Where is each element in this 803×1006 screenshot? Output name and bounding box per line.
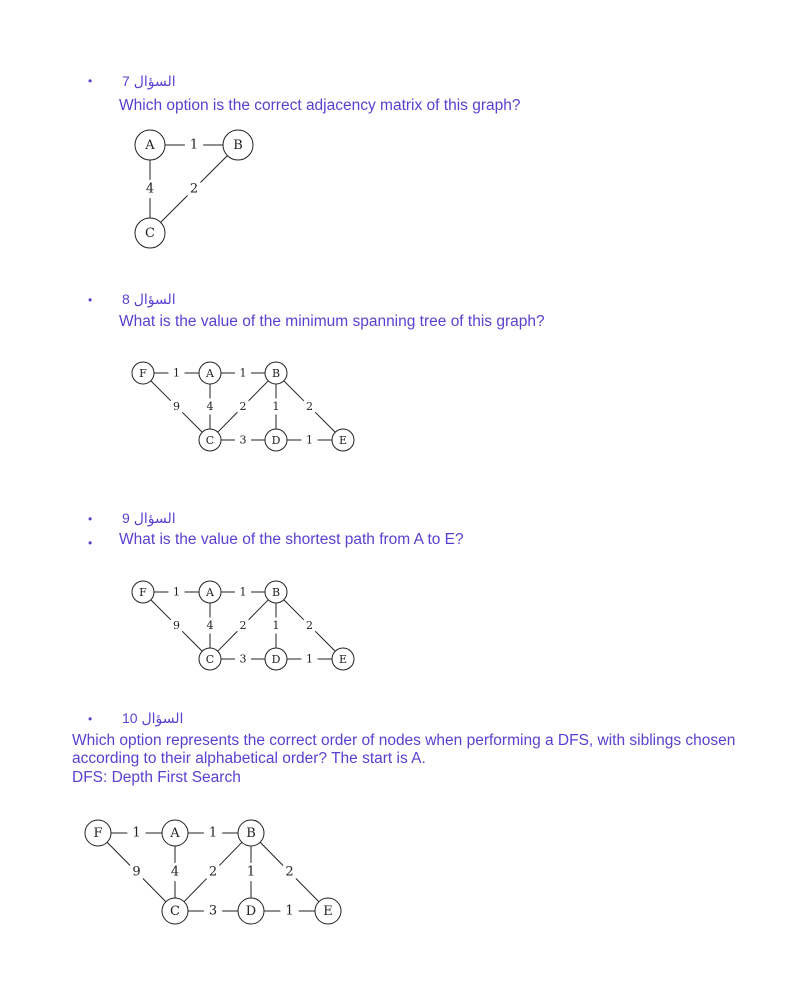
node-label: E — [323, 904, 333, 919]
edge-line — [284, 381, 304, 401]
node-label: A — [145, 138, 155, 153]
question-heading — [122, 290, 176, 308]
edge-weight: 1 — [132, 825, 141, 841]
edge-weight: 4 — [145, 181, 155, 197]
edge-line — [260, 842, 283, 865]
edge-line — [218, 412, 238, 432]
edge-weight: 2 — [189, 181, 199, 197]
question-heading — [122, 709, 183, 727]
node-label: F — [93, 826, 103, 841]
edge-weight: 9 — [132, 864, 141, 880]
question-heading-number: 9 — [122, 510, 130, 526]
question-text: Which option represents the correct order of nodes when performing a DFS, with siblings chosen according to their alphabetical order? The start is A. — [72, 732, 736, 767]
question-text: What is the value of the shortest path from A to E? — [119, 531, 464, 548]
question-heading-number: 8 — [122, 291, 130, 307]
edge-line — [151, 600, 171, 620]
edge-weight: 2 — [239, 400, 247, 413]
question-text: Which option is the correct adjacency matrix of this graph? — [119, 97, 521, 114]
node-label: F — [139, 367, 147, 380]
node-label: A — [206, 367, 214, 380]
edge-weight: 3 — [239, 433, 247, 447]
edge-weight: 1 — [246, 864, 256, 880]
node-label: F — [139, 586, 147, 599]
edge-weight: 2 — [239, 619, 247, 632]
edge-weight: 4 — [206, 619, 214, 632]
node-label: C — [170, 904, 180, 919]
node-label: C — [205, 434, 215, 447]
edge-line — [161, 195, 188, 222]
edge-line — [151, 381, 171, 401]
edge-weight: 9 — [173, 400, 180, 413]
list-bullet: • — [88, 512, 93, 526]
edge-weight: 1 — [239, 366, 247, 380]
edge-line — [315, 631, 335, 651]
edge-weight: 1 — [173, 585, 180, 599]
edge-line — [107, 842, 130, 865]
edge-line — [249, 381, 269, 401]
edge-weight: 1 — [272, 619, 280, 632]
graph-diagram — [80, 815, 360, 930]
graph-diagram — [120, 125, 280, 255]
question-heading-word: السؤال — [133, 510, 176, 526]
edge-line — [219, 842, 242, 865]
edge-weight: 1 — [173, 366, 180, 380]
edge-weight: 4 — [170, 864, 180, 880]
edge-weight: 2 — [285, 864, 294, 880]
node-label: D — [271, 653, 281, 666]
node-label: C — [145, 226, 155, 241]
edge-line — [143, 879, 166, 902]
node-label: C — [205, 653, 215, 666]
edge-weight: 2 — [306, 400, 313, 413]
question-subtext: DFS: Depth First Search — [72, 769, 241, 786]
edge-weight: 1 — [306, 433, 313, 447]
node-label: B — [271, 367, 281, 380]
edge-line — [296, 879, 319, 902]
node-label: D — [271, 434, 281, 447]
edge-weight: 3 — [239, 652, 247, 666]
list-bullet: • — [88, 712, 93, 726]
node-label: A — [170, 826, 180, 841]
edge-line — [284, 600, 304, 620]
node-label: B — [271, 586, 281, 599]
edge-line — [200, 156, 227, 183]
edge-line — [182, 412, 202, 432]
edge-weight: 1 — [239, 585, 247, 599]
edge-weight: 2 — [306, 619, 313, 632]
edge-weight: 4 — [206, 400, 214, 413]
question-text: What is the value of the minimum spanning tree of this graph? — [119, 313, 545, 330]
edge-line — [184, 879, 207, 902]
question-heading — [122, 72, 176, 90]
question-heading-number: 10 — [122, 710, 138, 726]
graph-diagram — [125, 355, 365, 465]
graph-diagram — [125, 575, 365, 685]
edge-line — [218, 631, 238, 651]
node-label: A — [206, 586, 214, 599]
edge-weight: 1 — [285, 903, 294, 919]
edge-weight: 1 — [272, 400, 280, 413]
question-heading-word: السؤال — [133, 73, 176, 89]
node-label: E — [338, 434, 348, 447]
node-label: D — [245, 904, 257, 919]
edge-line — [315, 412, 335, 432]
question-heading-word: السؤال — [133, 291, 176, 307]
list-bullet: • — [88, 74, 93, 88]
edge-line — [249, 600, 269, 620]
node-label: E — [338, 653, 348, 666]
list-bullet: • — [88, 536, 93, 550]
node-label: B — [233, 138, 243, 153]
edge-weight: 2 — [208, 864, 218, 880]
question-heading-word: السؤال — [141, 710, 184, 726]
edge-weight: 9 — [173, 619, 180, 632]
question-heading — [122, 509, 176, 527]
edge-line — [182, 631, 202, 651]
edge-weight: 1 — [306, 652, 313, 666]
edge-weight: 1 — [208, 825, 218, 841]
list-bullet: • — [88, 293, 93, 307]
node-label: B — [246, 826, 256, 841]
edge-weight: 3 — [208, 903, 218, 919]
question-heading-number: 7 — [122, 73, 130, 89]
edge-weight: 1 — [189, 137, 199, 153]
